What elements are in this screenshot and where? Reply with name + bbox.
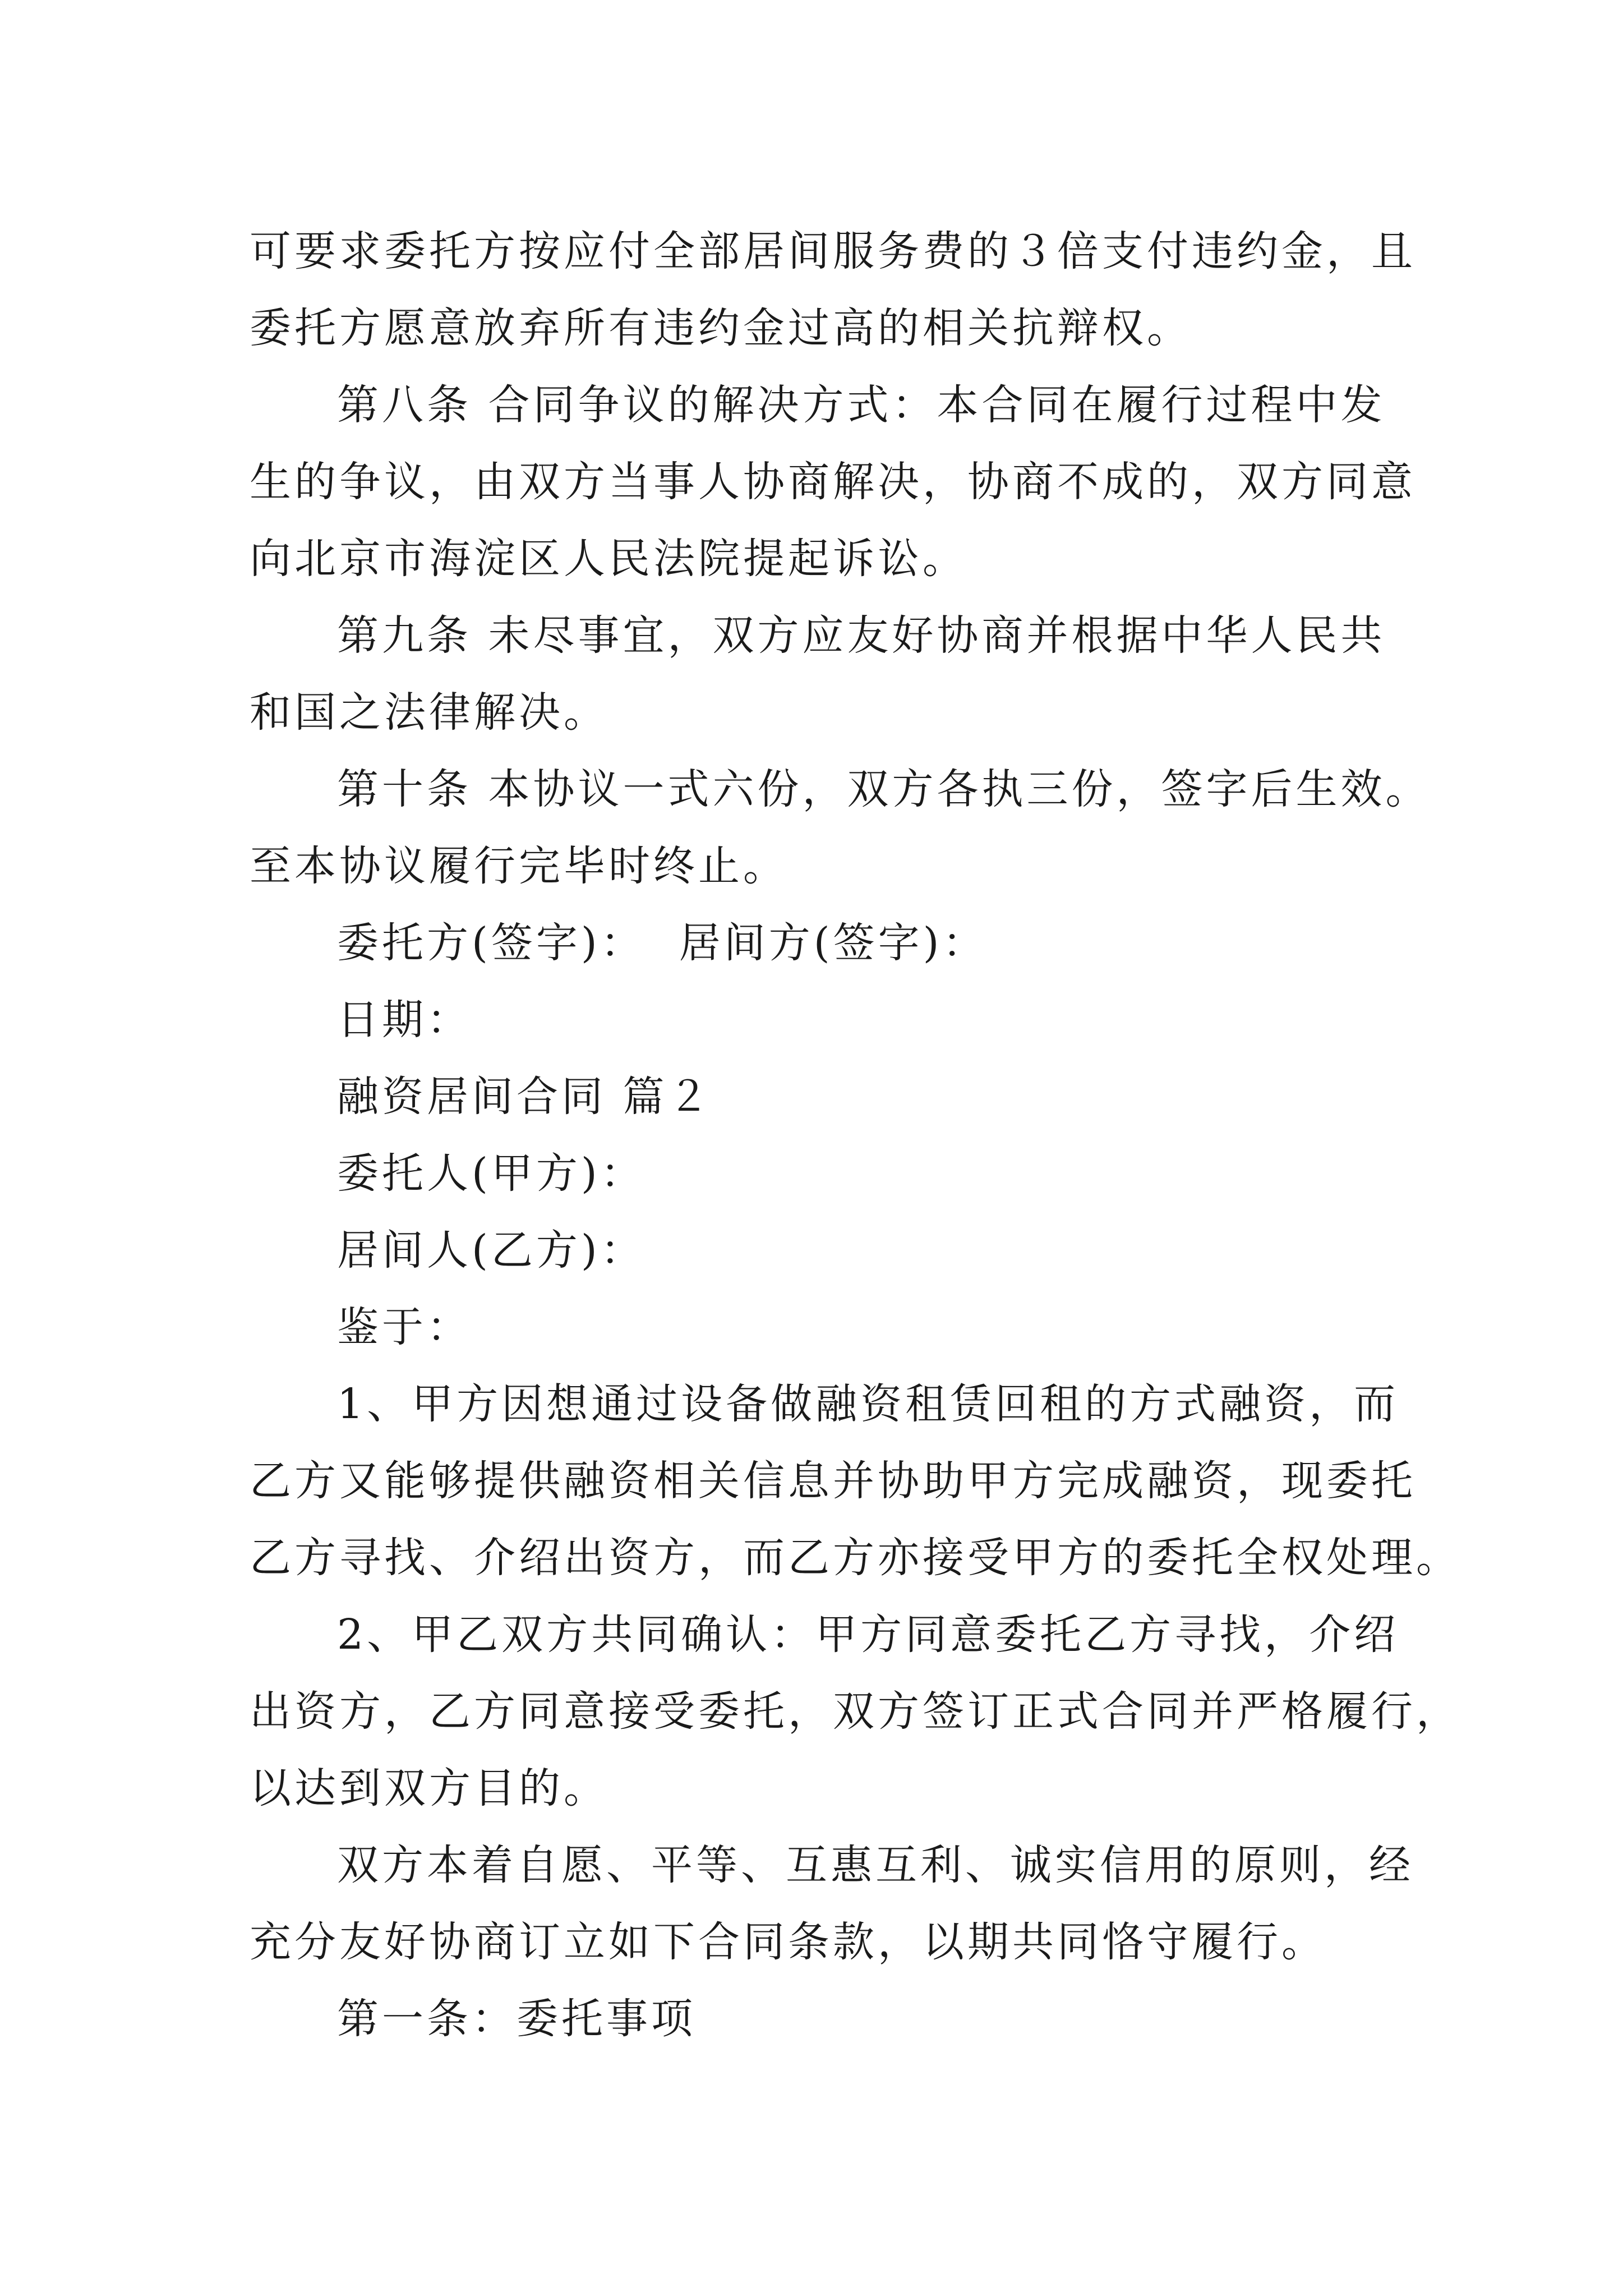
text-line: 乙方又能够提供融资相关信息并协助甲方完成融资，现委托 bbox=[250, 1457, 1416, 1505]
date-label: 日期： bbox=[337, 996, 472, 1044]
text-line: 向北京市海淀区人民法院提起诉讼。 bbox=[250, 535, 967, 583]
party-b-label: 居间人(乙方)： bbox=[337, 1226, 645, 1274]
document-body bbox=[250, 213, 1461, 2058]
whereas-label: 鉴于： bbox=[337, 1303, 472, 1351]
article-1-heading: 第一条：委托事项 bbox=[337, 1995, 696, 2043]
text-line: 委托方愿意放弃所有违约金过高的相关抗辩权。 bbox=[250, 304, 1192, 352]
text-line: 至本协议履行完毕时终止。 bbox=[250, 842, 788, 890]
text-line: 可要求委托方按应付全部居间服务费的３倍支付违约金，且 bbox=[250, 227, 1416, 275]
recital-2: 2、甲乙双方共同确认：甲方同意委托乙方寻找，介绍 bbox=[337, 1611, 1399, 1659]
text-line: 以达到双方目的。 bbox=[250, 1764, 608, 1812]
client-signature-label: 委托方(签字)： bbox=[337, 919, 645, 967]
party-a-label: 委托人(甲方)： bbox=[337, 1149, 645, 1198]
recital-1: 1、甲方因想通过设备做融资租赁回租的方式融资，而 bbox=[337, 1380, 1399, 1428]
text-line: 出资方，乙方同意接受委托，双方签订正式合同并严格履行， bbox=[250, 1687, 1461, 1736]
article-8-heading: 第八条 合同争议的解决方式：本合同在履行过程中发 bbox=[337, 381, 1386, 429]
broker-signature-label: 居间方(签字)： bbox=[679, 919, 988, 967]
text-line: 充分友好协商订立如下合同条款，以期共同恪守履行。 bbox=[250, 1918, 1326, 1966]
text-line: 生的争议，由双方当事人协商解决，协商不成的，双方同意 bbox=[250, 458, 1416, 506]
article-10-heading: 第十条 本协议一式六份，双方各执三份，签字后生效。 bbox=[337, 765, 1431, 813]
text-line: 和国之法律解决。 bbox=[250, 688, 608, 737]
text-line: 乙方寻找、介绍出资方，而乙方亦接受甲方的委托全权处理。 bbox=[250, 1534, 1461, 1582]
article-9-heading: 第九条 未尽事宜，双方应友好协商并根据中华人民共 bbox=[337, 611, 1386, 660]
section-title: 融资居间合同 篇２ bbox=[337, 1073, 713, 1121]
signature-line bbox=[250, 905, 1382, 982]
principles-paragraph: 双方本着自愿、平等、互惠互利、诚实信用的原则，经 bbox=[337, 1841, 1414, 1889]
